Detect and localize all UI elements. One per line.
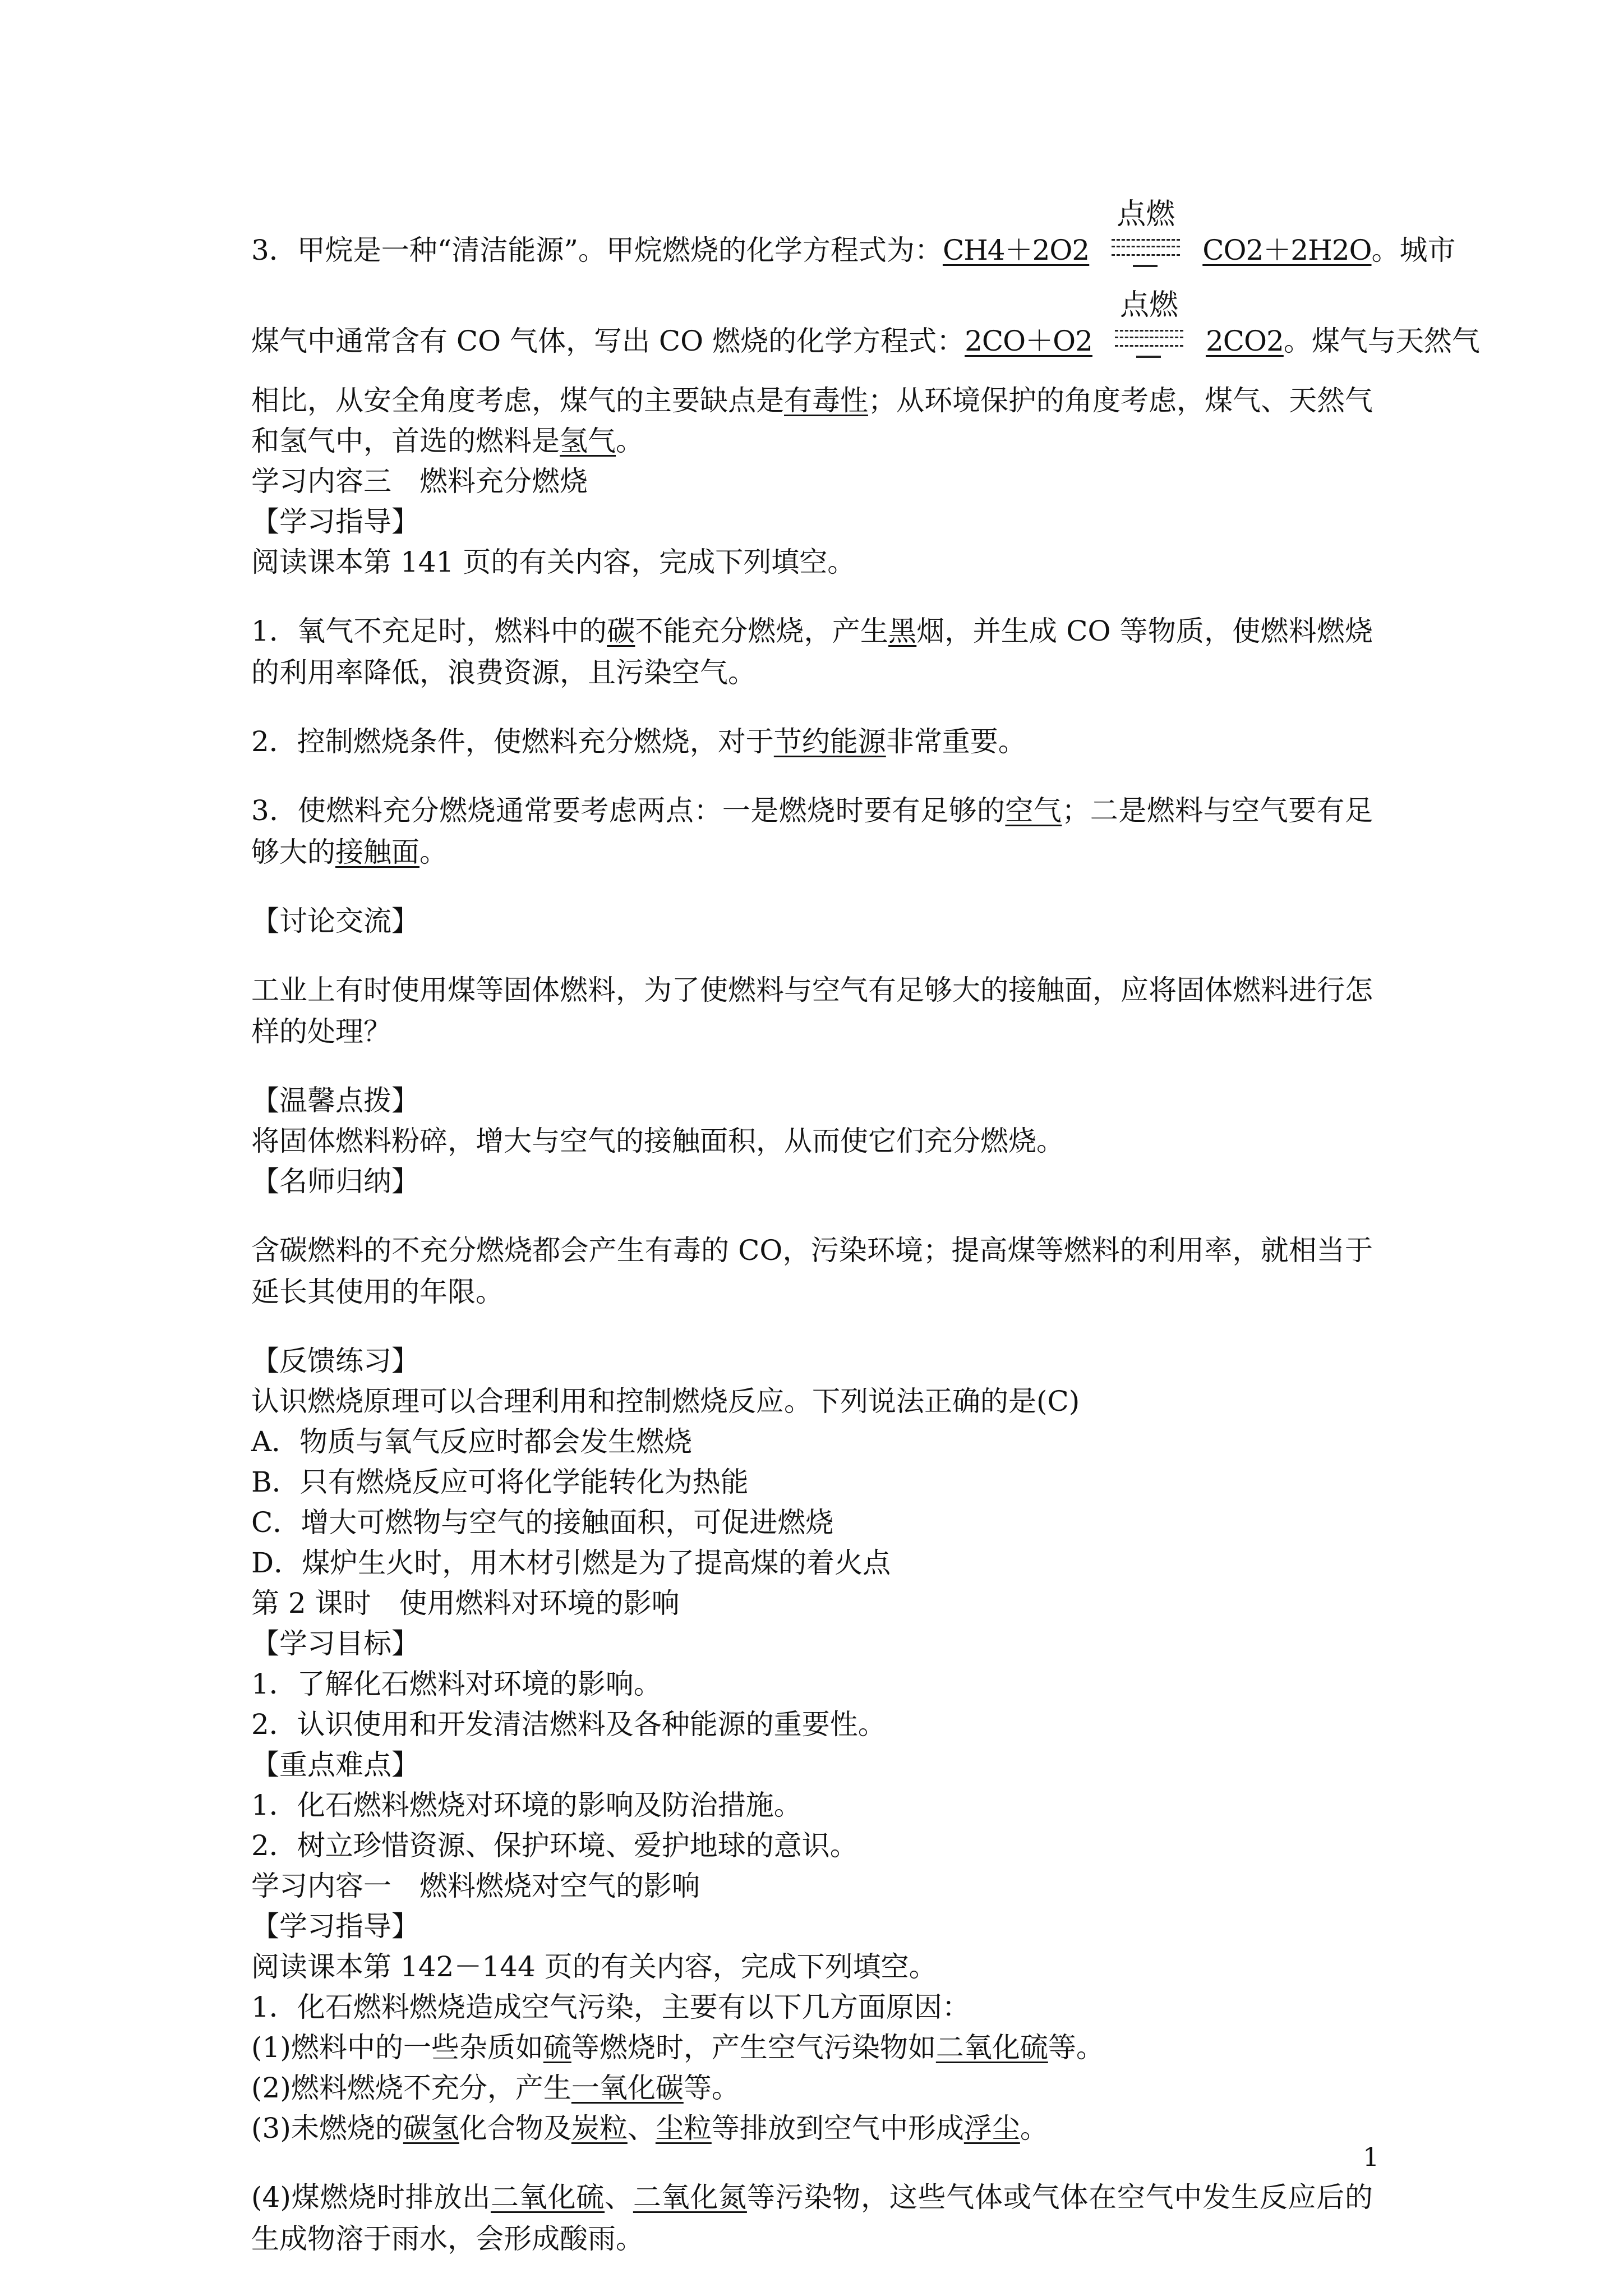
discussion-text: 工业上有时使用煤等固体燃料，为了使燃料与空气有足够大的接触面，应将固体燃料进行怎样的处理？ [251,974,1373,1048]
text: 烟，并生成 CO 等物质，使燃料燃烧的利用率降低，浪费资源，且污染空气。 [251,615,1373,689]
tip-text: 将固体燃料粉碎，增大与空气的接触面积，从而使它们充分燃烧。 [251,1125,1064,1157]
section-label: 【名师归纳】 [251,1165,419,1198]
section-label: 【学习目标】 [251,1627,419,1660]
text: (3)未燃烧的 [251,2112,403,2145]
text: (4)煤燃烧时排放出 [251,2181,491,2214]
section-heading: 学习内容三 燃料充分燃烧 [251,465,588,498]
document-body [251,197,1480,2288]
text: 3．甲烷是一种“清洁能源”。甲烷燃烧的化学方程式为： [251,234,943,266]
instruction: 阅读课本第 141 页的有关内容，完成下列填空。 [251,546,856,578]
section-label: 【学习指导】 [251,1910,419,1943]
blank-answer: 空气 [1005,794,1062,827]
blank-answer: 2CO2 [1205,325,1284,357]
text: ；从环境保护的角度考虑，煤气、天然气 [868,384,1373,417]
section-label: 【学习指导】 [251,505,419,538]
blank-answer: 黑 [888,615,917,647]
text: (2)燃料燃烧不充分，产生 [251,2072,571,2104]
text: 、 [627,2112,656,2145]
text: 非常重要。 [886,725,1026,758]
equals-sign [1115,330,1183,347]
blank-answer: 炭粒 [571,2112,628,2145]
blank-answer: CO2＋2H2O [1202,234,1372,266]
equals-sign [1112,239,1180,256]
text: 等。 [1048,2031,1104,2064]
reason-3 [251,2108,1373,2148]
text: 。 [1020,2112,1048,2145]
key-item: 2．树立珍惜资源、保护环境、爱护地球的意识。 [251,1829,858,1862]
methane-equation-line [251,197,1456,270]
goal-item: 1．了解化石燃料对环境的影响。 [251,1668,662,1700]
text: 和氢气中，首选的燃料是 [251,425,560,457]
blank-answer: 接触面 [335,836,419,868]
co-equation-line [251,288,1480,361]
blank-answer: 二氧化硫 [490,2181,605,2214]
lesson-title: 第 2 课时 使用燃料对环境的影响 [251,1587,680,1619]
text: 。 [419,836,448,868]
blank-answer: 硫 [543,2031,571,2064]
text: 煤气中通常含有 CO 气体，写出 CO 燃烧的化学方程式： [251,325,965,357]
reason-4 [251,2177,1373,2260]
text: 等燃烧时，产生空气污染物如 [571,2031,936,2064]
section-label: 【温馨点拨】 [251,1084,419,1117]
blank-answer: 节约能源 [773,725,886,758]
text: 相比，从安全角度考虑，煤气的主要缺点是 [251,384,784,417]
section-heading: 学习内容一 燃料燃烧对空气的影响 [251,1870,700,1902]
question-1 [251,610,1373,693]
text: 3．使燃料充分燃烧通常要考虑两点：一是燃烧时要有足够的 [251,794,1006,827]
blank-answer: 2CO＋O2 [965,325,1092,357]
question-3 [251,790,1373,873]
text: 1．氧气不充足时，燃料中的 [251,615,607,647]
question-2 [251,721,1373,762]
section-label: 【重点难点】 [251,1749,419,1781]
blank-answer: 碳氢 [403,2112,459,2145]
goal-item: 2．认识使用和开发清洁燃料及各种能源的重要性。 [251,1708,886,1741]
blank-answer: 有毒性 [784,384,868,417]
blank-answer: 二氧化硫 [935,2031,1048,2064]
section-label: 【反馈练习】 [251,1345,419,1377]
blank-answer: CH4＋2O2 [942,234,1090,266]
text: 等污染物，这些气体或气体在空气中发生反应后的生成物溶于雨水，会形成酸雨。 [251,2181,1373,2255]
text: (1)燃料中的一些杂质如 [251,2031,543,2064]
text: ；二是燃料与空气要有足够大的 [251,794,1373,868]
reaction-condition [1101,288,1197,360]
condition-label: 点燃 [1119,288,1178,322]
blank-answer: 二氧化氮 [633,2181,747,2214]
section-label: 【讨论交流】 [251,905,419,937]
blank-answer: 氢气 [560,425,616,457]
reason-2 [251,2068,1373,2108]
text: 。城市 [1371,234,1456,266]
page-number: 1 [1363,2142,1380,2172]
key-item: 1．化石燃料燃烧对环境的影响及防治措施。 [251,1789,802,1821]
option-a: A．物质与氧气反应时都会发生燃烧 [251,1425,693,1458]
condition-label: 点燃 [1117,197,1175,231]
text: 不能充分燃烧，产生 [635,615,889,647]
condition-bar [1133,265,1158,267]
text: 。 [616,425,644,457]
option-b: B．只有燃烧反应可将化学能转化为热能 [251,1466,749,1498]
text: 化合物及 [459,2112,571,2145]
text: 等。 [683,2072,740,2104]
blank-answer: 一氧化碳 [571,2072,684,2104]
condition-bar [1136,356,1161,358]
text: 2．控制燃烧条件，使燃料充分燃烧，对于 [251,725,774,758]
blank-answer: 浮尘 [963,2112,1020,2145]
option-d: D．煤炉生火时，用木材引燃是为了提高煤的着火点 [251,1547,891,1579]
text: 、 [605,2181,633,2214]
practice-question: 认识燃烧原理可以合理利用和控制燃烧反应。下列说法正确的是(C) [251,1385,1080,1418]
paragraph-line [251,380,1373,421]
instruction: 阅读课本第 142－144 页的有关内容，完成下列填空。 [251,1950,937,1983]
text: 等排放到空气中形成 [711,2112,964,2145]
blank-answer: 尘粒 [655,2112,712,2145]
text: 。煤气与天然气 [1283,325,1480,357]
blank-answer: 碳 [607,615,635,647]
paragraph-line [251,421,1373,461]
summary-text: 含碳燃料的不充分燃烧都会产生有毒的 CO，污染环境；提高煤等燃料的利用率，就相当于延长其使用的年限。 [251,1234,1373,1308]
reaction-condition [1098,197,1193,269]
reason-1 [251,2027,1373,2068]
option-c: C．增大可燃物与空气的接触面积，可促进燃烧 [251,1506,834,1539]
reason-intro: 1．化石燃料燃烧造成空气污染，主要有以下几方面原因： [251,1991,970,2023]
